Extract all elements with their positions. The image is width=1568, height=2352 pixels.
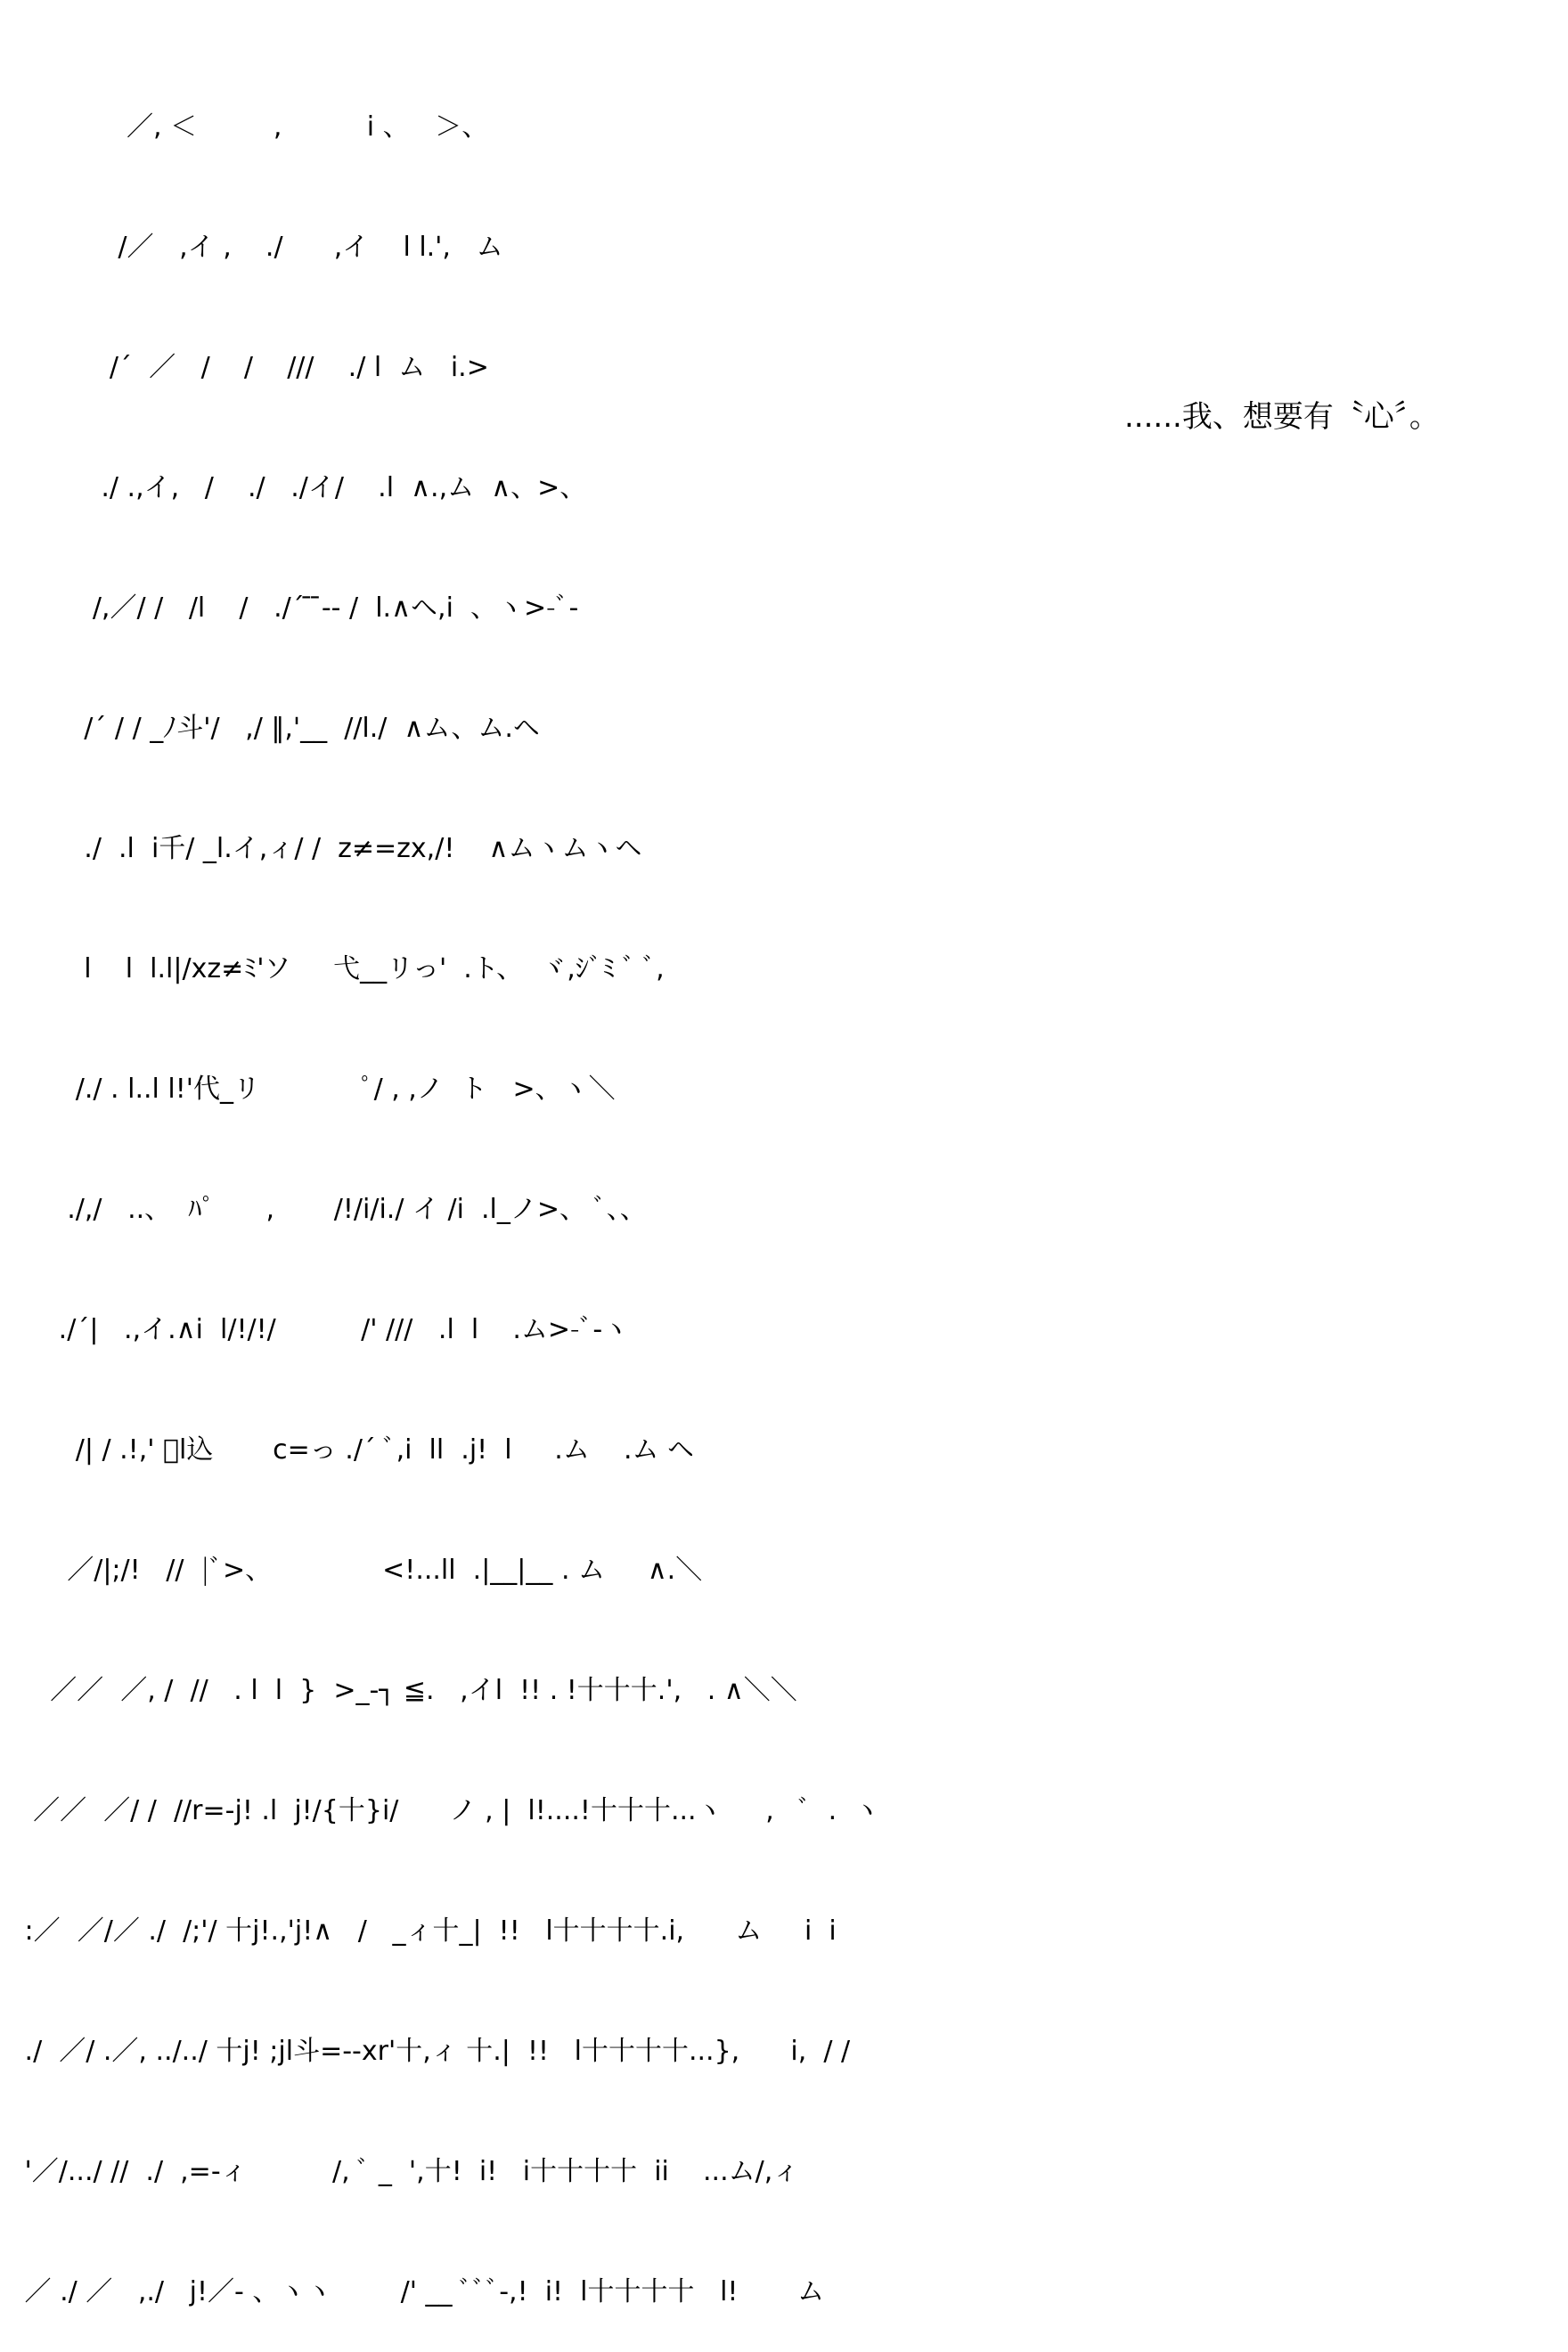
ascii-art-line: /´ / / _ﾉ斗'/ ,/ ‖,'__ //l./ ∧ム、ム.ヘ [16,713,540,744]
ascii-art-line: ./ .,イ, / ./ ./イ/ .l ∧.,ム ∧、>、 [16,472,587,503]
ascii-art-line: ./ .l i千/ _l.イ,ィ/ / z≠=zx,/! ∧ムヽムヽヘ [16,833,642,864]
ascii-art-line: :／ ／/／ ./ /;'/ 十j!.,'j!∧ / _ィ十_| !! l十十十十.i, ム i i [16,1915,837,1947]
ascii-art-line: l l l.l|/xz≠ﾐ'ソ 弋__リっ' .ト、 ヾ,ｼﾞﾐ ﾞ ﾞ, [16,953,665,984]
ascii-art-line: ./,/ ..、 ﾊﾟ , /!/i/i./ イ /i .l_ノ>、 ﾞ、、 [16,1194,647,1225]
ascii-art-line: /,／/ / /l / ./´ ̄ ̄-- / l.∧ヘ,i 、ヽ>-ﾞ- [16,592,579,624]
ascii-art-line: ./´| .,イ.∧i l/!/!/ /' /// .l l .ム>-ﾞ-ヽ [16,1314,630,1345]
ascii-art-line: ／/|;/! // |ﾞ>、 <!...ll .|__|__ . ム ∧.＼ [16,1555,703,1586]
dialogue-caption: ......我、想要有〝心〞。 [1124,399,1440,435]
ascii-art-line: /／ ,イ , ./ ,イ l l.', ム [16,232,503,263]
ascii-art-line: ./ ／/ .／, ../../ 十j! ;jl斗=--xr'十,ィ 十.| !! l十十十十...}, i, / / [16,2036,851,2067]
ascii-art-line: /./ . l..l l!'代_リ ﾟ/ , ,ノ ト >、ヽ＼ [16,1074,616,1105]
ascii-art-line: '／/.../ // ./ ,=-ィ /, ﾞ _ ',十! i! i十十十十 ii ...ム/,ィ [16,2156,800,2187]
ascii-art-line: ／ ./ ／ ,./ j!／- 、ヽヽ /' __ ﾞﾞﾞ-,! i! l十十十十 l! ム [16,2276,825,2307]
ascii-art-line: /| / .!,' ﾞl込 c=っ ./´ ﾞ,i ll .j! l .ム .ム ヘ [16,1434,695,1466]
ascii-art-figure [16,27,880,2352]
ascii-art-line: ／／ ／/ / //r=-j! .l j!/{十}i/ ノ , | l!....!十十十...ヽ , ﾞ . ヽ [16,1795,881,1826]
ascii-art-line: ／／ ／, / // . l l } >_-┐ ≦. ,イl !! . !十十十.', . ∧＼＼ [16,1675,797,1706]
ascii-art-line: /´ ／ / / /// ./ l ム i.> [16,352,489,383]
ascii-art-line: ／, ＜ , i 、 ＞、 [16,111,489,143]
